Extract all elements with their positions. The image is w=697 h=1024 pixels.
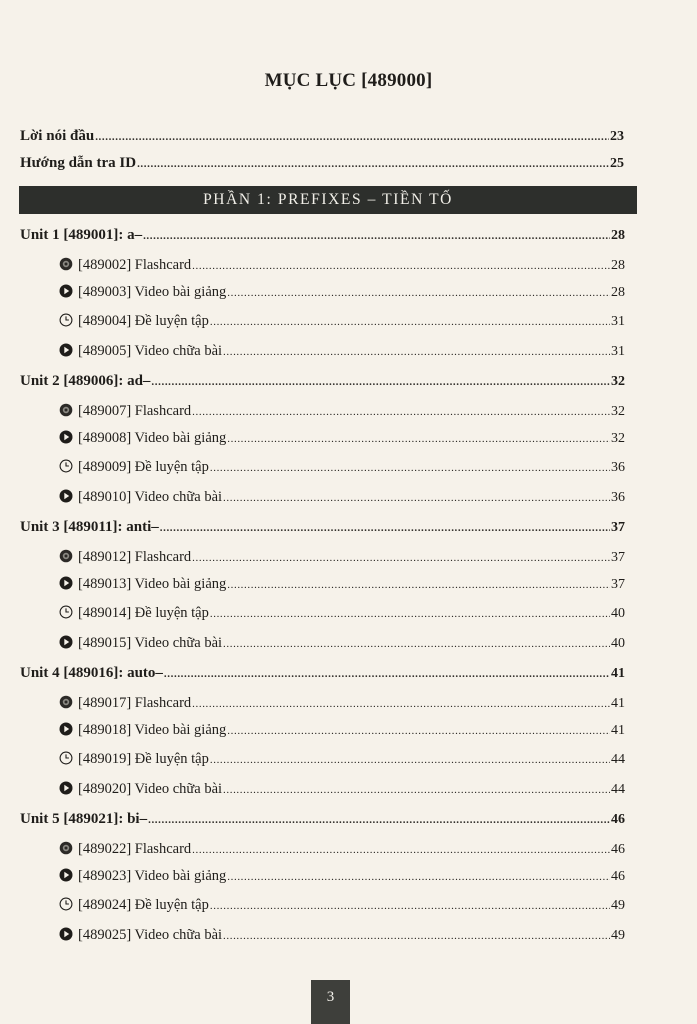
page-number: 3 bbox=[311, 980, 350, 1024]
play-icon bbox=[59, 430, 73, 444]
play-icon bbox=[59, 489, 73, 503]
flashcard-icon bbox=[59, 695, 73, 709]
unit-page: 41 bbox=[611, 666, 625, 681]
play-icon bbox=[59, 781, 73, 795]
toc-item[interactable] bbox=[59, 457, 625, 477]
dot-leader bbox=[223, 781, 610, 799]
item-page: 32 bbox=[611, 404, 625, 419]
item-label: [489014] Đề luyện tập bbox=[78, 605, 209, 621]
dot-leader bbox=[223, 489, 610, 507]
toc-item[interactable] bbox=[59, 603, 625, 623]
item-label: [489007] Flashcard bbox=[78, 403, 192, 419]
item-page: 28 bbox=[611, 285, 625, 300]
unit-label: Unit 3 [489011]: anti– bbox=[20, 519, 159, 535]
toc-item[interactable] bbox=[59, 341, 625, 361]
toc-entry-preface[interactable] bbox=[20, 127, 624, 146]
play-icon bbox=[59, 868, 73, 882]
flashcard-icon bbox=[59, 549, 73, 563]
unit-label: Unit 5 [489021]: bi– bbox=[20, 811, 148, 827]
dot-leader bbox=[95, 128, 609, 146]
toc-item[interactable] bbox=[59, 779, 625, 799]
play-icon bbox=[59, 722, 73, 736]
item-label: [489017] Flashcard bbox=[78, 695, 192, 711]
toc-unit-5[interactable] bbox=[20, 810, 625, 829]
toc-item[interactable] bbox=[59, 866, 625, 886]
dot-leader bbox=[227, 868, 610, 886]
dot-leader bbox=[164, 665, 610, 683]
item-label: [489015] Video chữa bài bbox=[78, 635, 223, 651]
toc-item[interactable] bbox=[59, 720, 625, 740]
toc-unit-3[interactable] bbox=[20, 518, 625, 537]
play-icon bbox=[59, 576, 73, 590]
item-label: [489018] Video bài giảng bbox=[78, 722, 227, 738]
unit-label: Unit 1 [489001]: a– bbox=[20, 227, 143, 243]
item-page: 44 bbox=[611, 752, 625, 767]
item-page: 44 bbox=[611, 782, 625, 797]
dot-leader bbox=[210, 897, 610, 915]
item-page: 49 bbox=[611, 898, 625, 913]
toc-item[interactable] bbox=[59, 925, 625, 945]
toc-item[interactable] bbox=[59, 895, 625, 915]
item-page: 46 bbox=[611, 869, 625, 884]
page-title: MỤC LỤC [489000] bbox=[264, 70, 433, 91]
dot-leader bbox=[192, 695, 610, 713]
item-label: [489009] Đề luyện tập bbox=[78, 459, 209, 475]
dot-leader bbox=[210, 459, 610, 477]
toc-item[interactable] bbox=[59, 839, 625, 859]
unit-page: 32 bbox=[611, 374, 625, 389]
item-label: [489010] Video chữa bài bbox=[78, 489, 223, 505]
flashcard-icon bbox=[59, 841, 73, 855]
item-page: 37 bbox=[611, 577, 625, 592]
play-icon bbox=[59, 343, 73, 357]
clock-icon bbox=[59, 751, 73, 765]
toc-unit-1[interactable] bbox=[20, 226, 625, 245]
toc-item[interactable] bbox=[59, 255, 625, 275]
clock-icon bbox=[59, 605, 73, 619]
dot-leader bbox=[148, 811, 610, 829]
dot-leader bbox=[143, 227, 610, 245]
dot-leader bbox=[210, 313, 610, 331]
dot-leader bbox=[227, 576, 610, 594]
dot-leader bbox=[210, 605, 610, 623]
item-label: [489025] Video chữa bài bbox=[78, 927, 223, 943]
clock-icon bbox=[59, 459, 73, 473]
flashcard-icon bbox=[59, 257, 73, 271]
unit-label: Unit 2 [489006]: ad– bbox=[20, 373, 151, 389]
item-page: 32 bbox=[611, 431, 625, 446]
item-page: 49 bbox=[611, 928, 625, 943]
dot-leader bbox=[210, 751, 610, 769]
unit-page: 28 bbox=[611, 228, 625, 243]
item-label: [489020] Video chữa bài bbox=[78, 781, 223, 797]
toc-entry-label: Lời nói đầu bbox=[20, 128, 95, 144]
item-label: [489005] Video chữa bài bbox=[78, 343, 223, 359]
toc-item[interactable] bbox=[59, 311, 625, 331]
dot-leader bbox=[151, 373, 610, 391]
item-page: 31 bbox=[611, 314, 625, 329]
clock-icon bbox=[59, 313, 73, 327]
dot-leader bbox=[192, 841, 610, 859]
play-icon bbox=[59, 635, 73, 649]
clock-icon bbox=[59, 897, 73, 911]
item-page: 31 bbox=[611, 344, 625, 359]
dot-leader bbox=[192, 549, 610, 567]
toc-entry-id-guide[interactable] bbox=[20, 154, 624, 173]
toc-item[interactable] bbox=[59, 282, 625, 302]
item-label: [489012] Flashcard bbox=[78, 549, 192, 565]
item-label: [489013] Video bài giảng bbox=[78, 576, 227, 592]
toc-entry-page: 25 bbox=[610, 156, 624, 171]
toc-item[interactable] bbox=[59, 633, 625, 653]
dot-leader bbox=[223, 927, 610, 945]
item-label: [489024] Đề luyện tập bbox=[78, 897, 209, 913]
item-page: 40 bbox=[611, 606, 625, 621]
item-page: 46 bbox=[611, 842, 625, 857]
dot-leader bbox=[227, 722, 610, 740]
item-page: 36 bbox=[611, 490, 625, 505]
item-label: [489004] Đề luyện tập bbox=[78, 313, 209, 329]
toc-entry-page: 23 bbox=[610, 129, 624, 144]
item-label: [489019] Đề luyện tập bbox=[78, 751, 209, 767]
unit-label: Unit 4 [489016]: auto– bbox=[20, 665, 163, 681]
item-page: 37 bbox=[611, 550, 625, 565]
play-icon bbox=[59, 284, 73, 298]
dot-leader bbox=[192, 403, 610, 421]
dot-leader bbox=[223, 343, 610, 361]
unit-page: 46 bbox=[611, 812, 625, 827]
item-page: 40 bbox=[611, 636, 625, 651]
item-label: [489003] Video bài giảng bbox=[78, 284, 227, 300]
dot-leader bbox=[137, 155, 609, 173]
toc-item[interactable] bbox=[59, 693, 625, 713]
item-page: 36 bbox=[611, 460, 625, 475]
toc-item[interactable] bbox=[59, 547, 625, 567]
item-page: 41 bbox=[611, 723, 625, 738]
dot-leader bbox=[160, 519, 610, 537]
dot-leader bbox=[192, 257, 610, 275]
toc-item[interactable] bbox=[59, 487, 625, 507]
play-icon bbox=[59, 927, 73, 941]
item-page: 28 bbox=[611, 258, 625, 273]
toc-item[interactable] bbox=[59, 428, 625, 448]
item-label: [489022] Flashcard bbox=[78, 841, 192, 857]
item-label: [489008] Video bài giảng bbox=[78, 430, 227, 446]
item-page: 41 bbox=[611, 696, 625, 711]
toc-item[interactable] bbox=[59, 401, 625, 421]
unit-page: 37 bbox=[611, 520, 625, 535]
flashcard-icon bbox=[59, 403, 73, 417]
item-label: [489002] Flashcard bbox=[78, 257, 192, 273]
toc-entry-label: Hướng dẫn tra ID bbox=[20, 155, 137, 171]
item-label: [489023] Video bài giảng bbox=[78, 868, 227, 884]
toc-unit-4[interactable] bbox=[20, 664, 625, 683]
toc-item[interactable] bbox=[59, 749, 625, 769]
section-banner: PHẦN 1: PREFIXES – TIỀN TỐ bbox=[19, 186, 637, 214]
dot-leader bbox=[223, 635, 610, 653]
toc-unit-2[interactable] bbox=[20, 372, 625, 391]
dot-leader bbox=[227, 284, 610, 302]
toc-item[interactable] bbox=[59, 574, 625, 594]
dot-leader bbox=[227, 430, 610, 448]
